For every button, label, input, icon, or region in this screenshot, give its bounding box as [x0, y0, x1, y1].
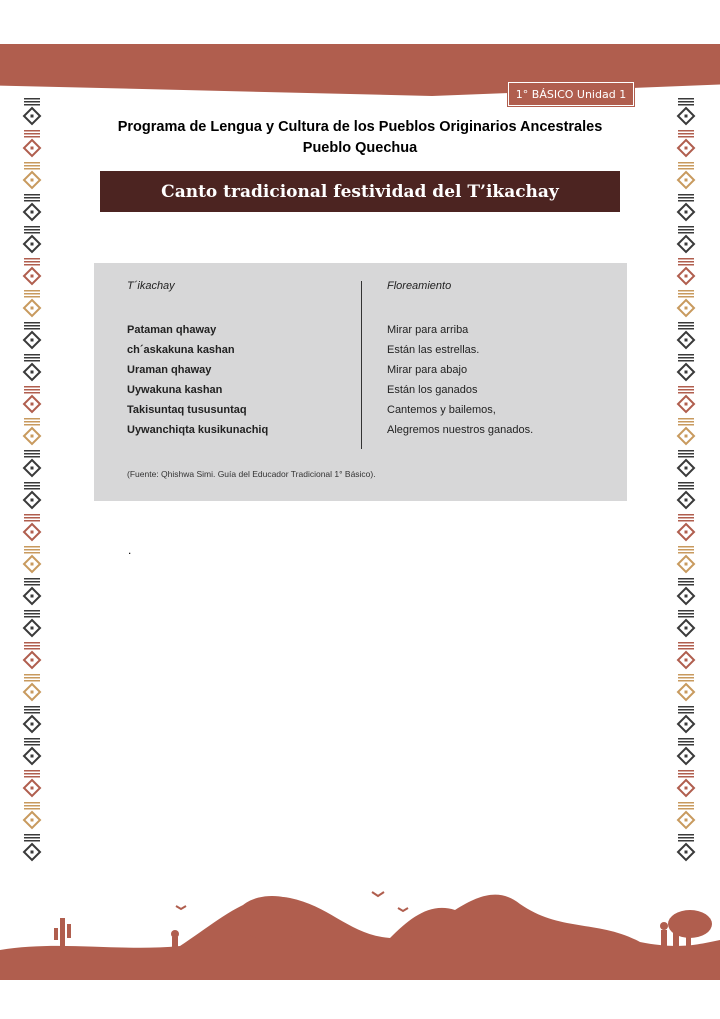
landscape-silhouette-illustration — [0, 880, 720, 980]
quechua-line: Uywanchiqta kusikunachiq — [127, 424, 269, 436]
left-decorative-border — [22, 98, 42, 866]
spanish-line: Cantemos y bailemos, — [387, 404, 496, 416]
page-title — [100, 171, 620, 212]
quechua-lines — [127, 320, 268, 440]
quechua-line: Uywakuna kashan — [127, 384, 223, 396]
page-title-text: Canto tradicional festividad del T’ikachay — [161, 181, 559, 202]
quechua-line: Pataman qhaway — [127, 324, 217, 336]
spanish-line: Están las estrellas. — [387, 344, 480, 356]
quechua-line: Uraman qhaway — [127, 364, 212, 376]
spanish-heading: Floreamiento — [387, 280, 452, 292]
spanish-line: Mirar para arriba — [387, 324, 469, 336]
program-title-line2: Pueblo Quechua — [302, 140, 418, 156]
body-text: . — [128, 543, 132, 557]
program-title — [100, 117, 620, 159]
spanish-lines — [387, 320, 533, 440]
spanish-line: Están los ganados — [387, 384, 478, 396]
program-title-line1: Programa de Lengua y Cultura de los Pueblos Originarios Ancestrales — [117, 119, 603, 135]
spanish-line: Alegremos nuestros ganados. — [387, 424, 534, 436]
column-divider — [361, 281, 362, 449]
quechua-heading: T´ikachay — [127, 280, 175, 292]
source-citation: (Fuente: Qhishwa Simi. Guía del Educador Tradicional 1° Básico). — [127, 469, 376, 479]
spanish-line: Mirar para abajo — [387, 364, 468, 376]
right-decorative-border — [676, 98, 696, 866]
grade-unit-badge: 1° BÁSICO Unidad 1 — [508, 82, 634, 106]
quechua-line: Takisuntaq tususuntaq — [127, 404, 247, 416]
song-box — [94, 263, 627, 501]
quechua-line: ch´askakuna kashan — [127, 344, 235, 356]
